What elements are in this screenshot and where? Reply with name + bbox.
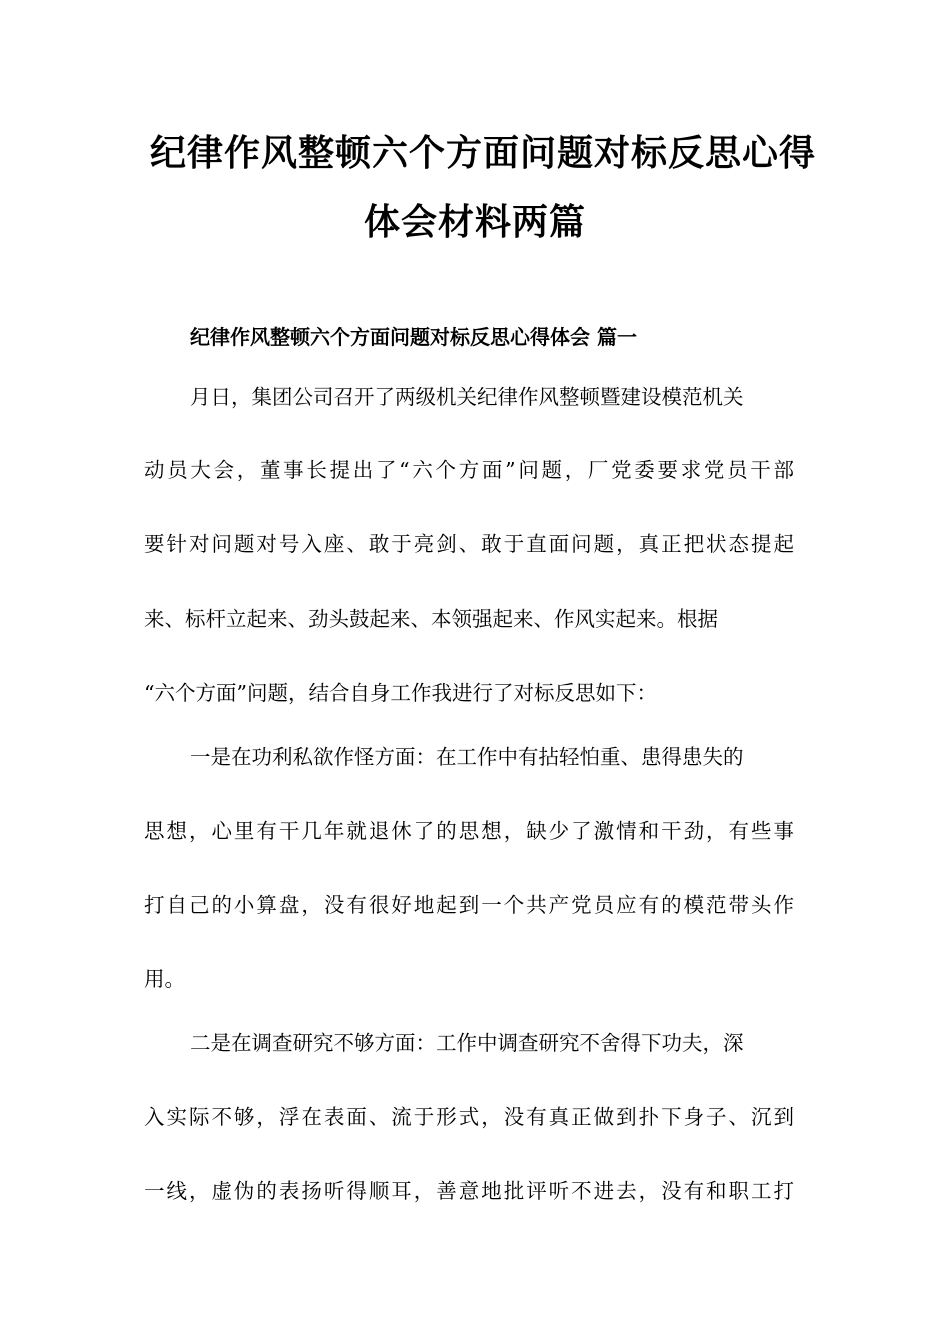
paragraph-1-line-4: 来、标杆立起来、劲头鼓起来、本领强起来、作风实起来。根据: [144, 607, 718, 631]
document-title-line-2: 体会材料两篇: [363, 202, 586, 243]
paragraph-3-line-3: 一线，虚伪的表扬听得顺耳，善意地批评听不进去，没有和职工打: [144, 1179, 794, 1203]
section-subtitle: 纪律作风整顿六个方面问题对标反思心得体会 篇一: [190, 325, 637, 349]
paragraph-1-line-2: 动员大会，董事长提出了“六个方面”问题，厂党委要求党员干部: [144, 458, 794, 482]
paragraph-2-line-4: 用。: [144, 967, 185, 991]
paragraph-1-line-5: “六个方面”问题，结合自身工作我进行了对标反思如下：: [144, 681, 657, 705]
document-title-line-1: 纪律作风整顿六个方面问题对标反思心得: [150, 133, 817, 174]
paragraph-2-line-2: 思想，心里有干几年就退休了的思想，缺少了激情和干劲，有些事: [144, 819, 794, 843]
paragraph-1-line-1: 月日，集团公司召开了两级机关纪律作风整顿暨建设模范机关: [190, 385, 744, 409]
paragraph-2-line-3: 打自己的小算盘，没有很好地起到一个共产党员应有的模范带头作: [144, 893, 794, 917]
paragraph-3-line-1: 二是在调查研究不够方面：工作中调查研究不舍得下功夫，深: [190, 1031, 744, 1055]
paragraph-1-line-3: 要针对问题对号入座、敢于亮剑、敢于直面问题，真正把状态提起: [144, 532, 794, 556]
paragraph-2-line-1: 一是在功利私欲作怪方面：在工作中有拈轻怕重、患得患失的: [190, 745, 744, 769]
paragraph-3-line-2: 入实际不够，浮在表面、流于形式，没有真正做到扑下身子、沉到: [144, 1105, 794, 1129]
